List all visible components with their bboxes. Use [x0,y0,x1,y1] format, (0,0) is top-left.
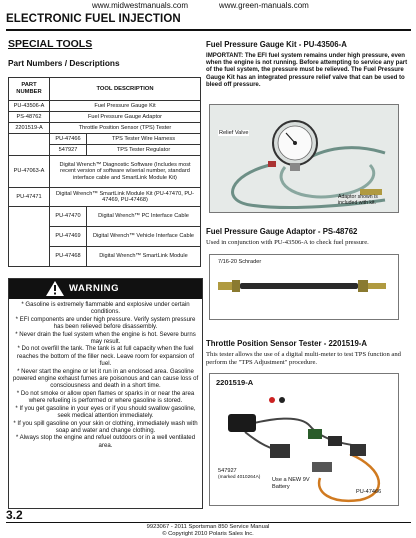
part-numbers-table [8,77,201,267]
warning-line: * Never drain the fuel system when the engine is hot. Severe burns may result. [15,330,196,346]
header-divider [6,29,411,31]
footer-manual-line: 9923067 - 2011 Sportsman 850 Service Manual [146,524,270,530]
part-numbers-subheading: Part Numbers / Descriptions [8,58,120,68]
warning-line: * Always stop the engine and refuel outdoors or in a well ventilated area. [15,434,196,449]
warning-line: * If you spill gasoline on your skin or clothing, immediately wash with soap and water and change clothing. [13,419,198,434]
warning-header [9,279,202,299]
description-cell: Throttle Position Sensor (TPS) Tester [50,123,201,134]
gauge-kit-important-note: IMPORTANT: The EFI fuel system remains under high pressure, even when the engine is not running. Before attempting to service any part of the fuel system, the pressure must be relieved. The Fuel Pressure Gauge Kit has an integrated pressure relief valve that can be used to bleed off pressure. [206,52,408,88]
warning-triangle-icon [45,280,65,297]
tps-tester-photo [209,373,399,506]
part-number-cell: PU-47063-A [9,156,50,188]
table-row [9,134,201,145]
adaptor-heading: Fuel Pressure Gauge Adaptor - PS-48762 [206,227,358,236]
page-title: ELECTRONIC FUEL INJECTION [6,13,181,25]
table-row [9,207,201,227]
table-row [9,112,201,123]
table-row [9,123,201,134]
tps-photo-title: 2201519-A [216,378,254,387]
gauge-kit-heading: Fuel Pressure Gauge Kit - PU-43506-A [206,40,347,49]
part-number-cell: PU-47469 [50,227,87,247]
footer-divider [6,522,411,523]
page-number: 3.2 [6,508,23,522]
warning-body [11,301,200,449]
table-row [9,156,201,188]
warning-line: * Do not overfill the tank. The tank is at full capacity when the fuel reaches the bottom of the filler neck. Leave room for expansion of fuel. [16,345,195,368]
adaptor-photo [209,254,399,320]
special-tools-heading: SPECIAL TOOLS [8,38,93,50]
table-row [9,247,201,267]
schrader-label: 7/16-20 Schrader [218,259,262,265]
header-tool-description: TOOL DESCRIPTION [50,78,201,101]
relief-valve-label: Relief Valve [219,130,249,136]
adaptor-included-note: Adaptor shown is included with kit. [338,194,378,206]
part-number-cell: PU-47470 [50,207,87,227]
table-row [9,188,201,207]
warning-title: WARNING [69,283,120,294]
part-number-cell: PU-47466 [50,134,87,145]
website-url-left[interactable]: www.midwestmanuals.com [92,1,189,10]
part-number-cell: PU-47471 [9,188,50,207]
description-cell: Fuel Pressure Gauge Kit [50,101,201,112]
warning-line: * EFI components are under high pressure. Verify system pressure has been relieved before disassembly. [15,315,196,331]
part-number-cell: PU-47468 [50,247,87,267]
tps-tester-description: This tester allows the use of a digital multi-meter to test TPS function and perform the "TPS Adjustment" procedure. [206,351,401,366]
harness-label: PU-47466 [356,489,382,495]
description-cell: TPS Tester Regulator [87,145,201,156]
table-header-row [9,78,201,101]
table-row [9,101,201,112]
tps-tester-heading: Throttle Position Sensor Tester - 2201519-A [206,339,368,348]
adaptor-description: Used in conjunction with PU-43506-A to check fuel pressure. [206,239,369,246]
regulator-mark-label: (marked 4010264A) [218,475,261,480]
part-number-cell: PS-48762 [9,112,50,123]
footer-copyright-line: © Copyright 2010 Polaris Sales Inc. [162,531,254,537]
description-cell: Digital Wrench™ PC Interface Cable [87,207,201,227]
warning-line: * Never start the engine or let it run in an enclosed area. Gasoline powered engine exhaust fumes are poisonous and can cause loss of consciousness and death in a short time. [12,367,199,390]
website-url-right[interactable]: www.green-manuals.com [219,1,309,10]
regulator-label: 547927 [218,468,237,474]
warning-line: * If you get gasoline in your eyes or if you should swallow gasoline, seek medical attention immediately. [15,404,196,420]
description-cell: Digital Wrench™ Vehicle Interface Cable [87,227,201,247]
part-number-cell: PU-43506-A [9,101,50,112]
description-cell: Digital Wrench™ SmartLink Module Kit (PU-47470, PU-47469, PU-47468) [50,188,201,207]
part-number-cell: 547927 [50,145,87,156]
description-cell: Fuel Pressure Gauge Adaptor [50,112,201,123]
warning-line: * Gasoline is extremely flammable and explosive under certain conditions. [21,301,190,316]
table-row [9,227,201,247]
warning-line: * Do not smoke or allow open flames or sparks in or near the area where refueling is performed or where gasoline is stored. [16,389,195,405]
description-cell: Digital Wrench™ Diagnostic Software (Includes most recent version of software w/serial number, standard interface cable and SmartLink Module Kit) [50,156,201,188]
description-cell: Digital Wrench™ SmartLink Module [87,247,201,267]
fuel-pressure-gauge-kit-photo [209,104,399,213]
header-part-number: PART NUMBER [9,78,50,101]
description-cell: TPS Tester Wire Harness [87,134,201,145]
battery-label: Use a NEW 9V Battery [272,477,310,490]
part-number-cell: 2201519-A [9,123,50,134]
warning-box [8,278,203,509]
table-row [9,145,201,156]
